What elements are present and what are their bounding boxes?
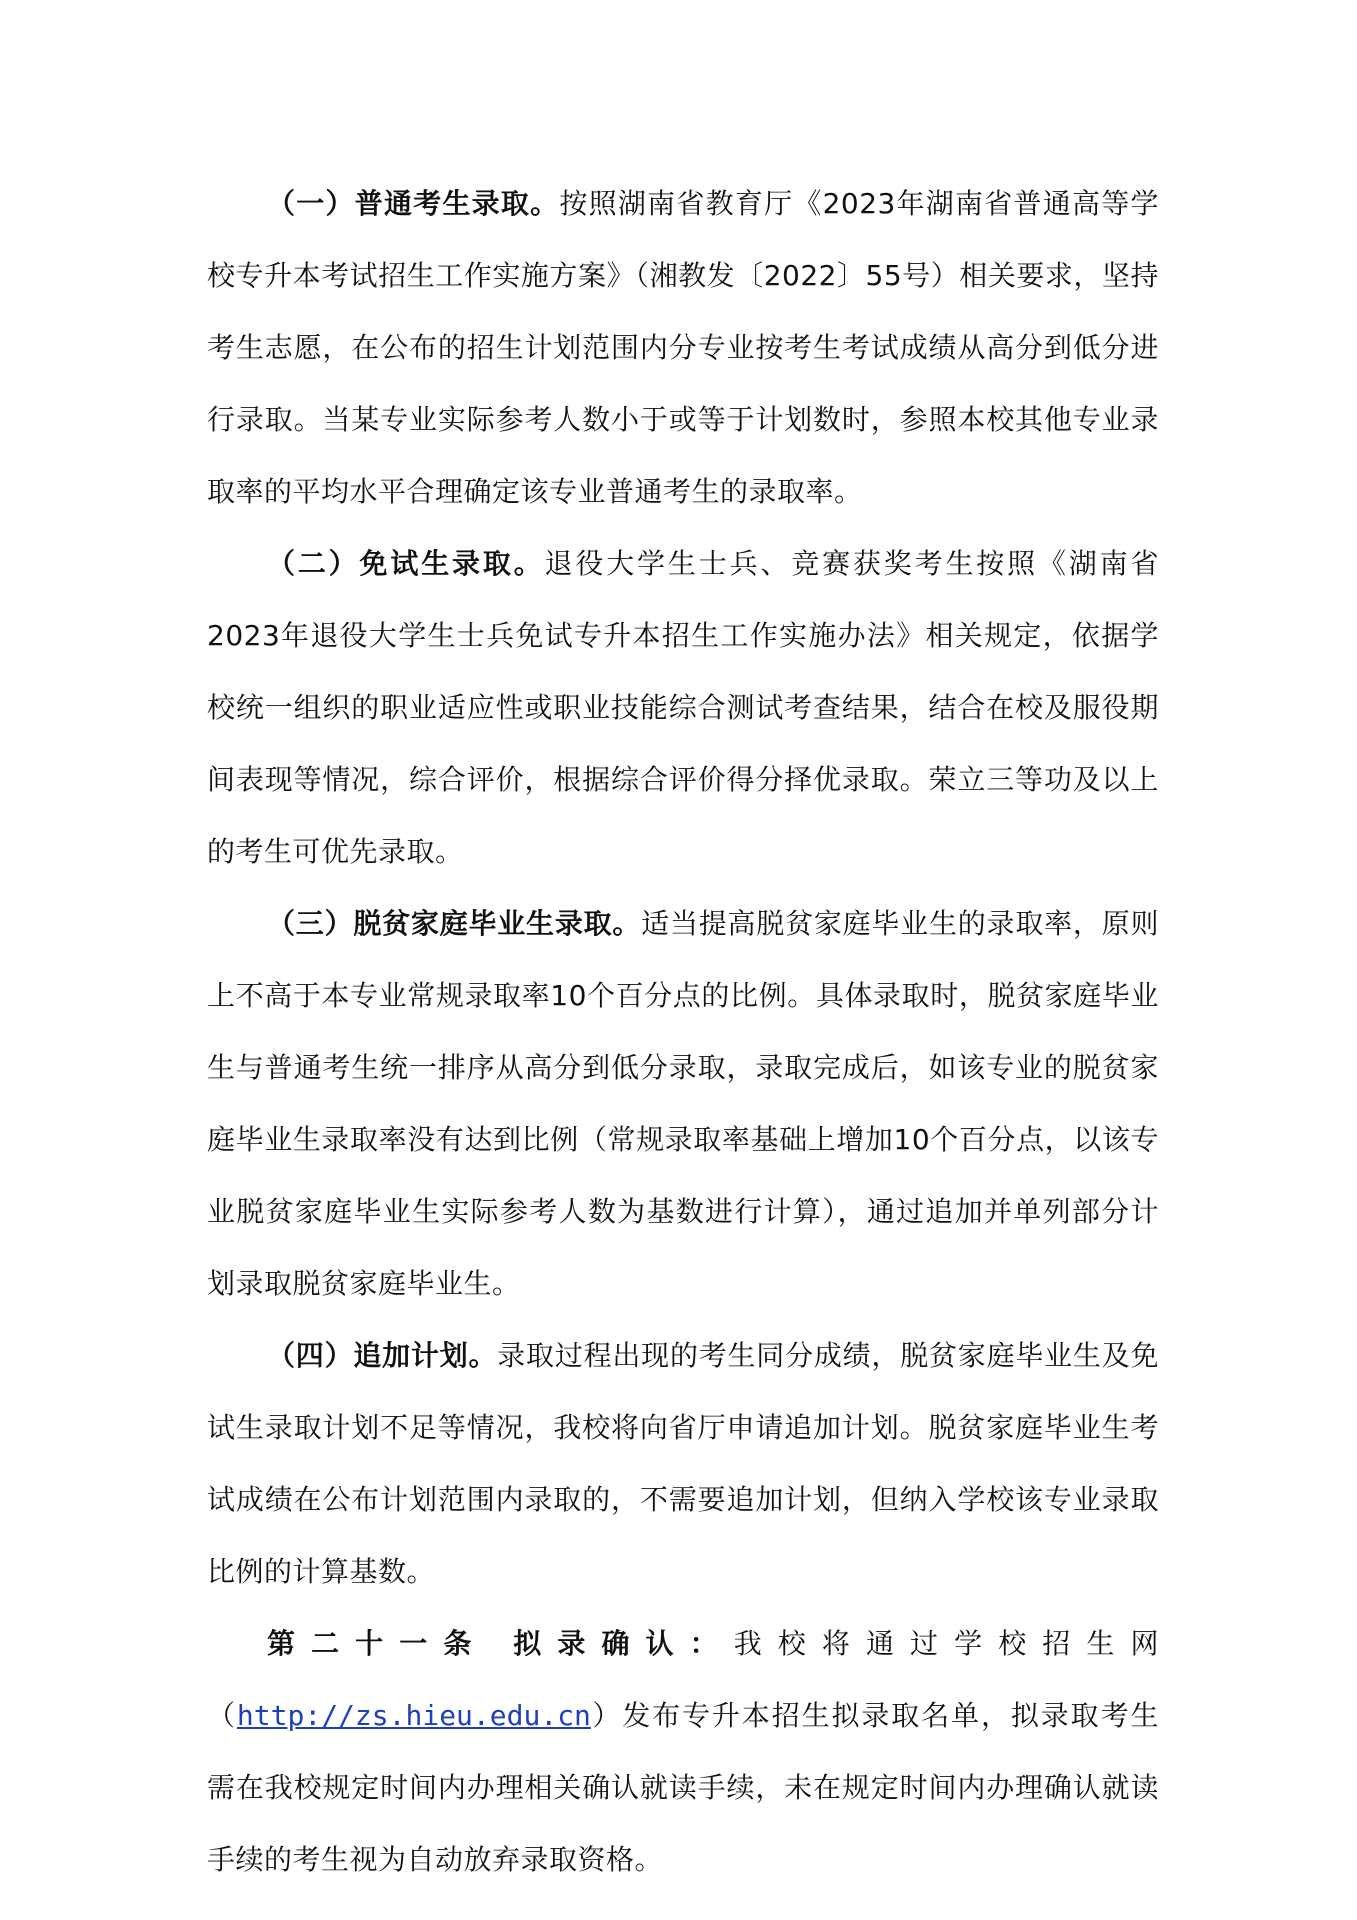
paragraph-title: （四）追加计划。 <box>267 1339 498 1372</box>
paragraph-exempt-admission <box>207 528 1159 888</box>
paragraph-text: 录取过程出现的考生同分成绩，脱贫家庭毕业生及免试生录取计划不足等情况，我校将向省厅申请追加计划。脱贫家庭毕业生考试成绩在公布计划范围内录取的，不需要追加计划，但纳入学校该专业录取比例的计算基数。 <box>207 1339 1159 1588</box>
paragraph-text: 退役大学生士兵、竞赛获奖考生按照《湖南省2023年退役大学生士兵免试专升本招生工作实施办法》相关规定，依据学校统一组织的职业适应性或职业技能综合测试考查结果，结合在校及服役期间表现等情况，综合评价，根据综合评价得分择优录取。荣立三等功及以上的考生可优先录取。 <box>207 547 1159 868</box>
paragraph-additional-plan <box>207 1320 1159 1608</box>
paragraph-title: （一）普通考生录取。 <box>267 187 560 220</box>
paragraph-text: 按照湖南省教育厅《2023年湖南省普通高等学校专升本考试招生工作实施方案》（湘教发〔2022〕55号）相关要求，坚持考生志愿，在公布的招生计划范围内分专业按考生考试成绩从高分到低分进行录取。当某专业实际参考人数小于或等于计划数时，参照本校其他专业录取率的平均水平合理确定该专业普通考生的录取率。 <box>207 187 1159 508</box>
document-body <box>207 168 1159 1896</box>
paragraph-regular-admission <box>207 168 1159 528</box>
article-title: 第二十一条 拟录确认： <box>267 1627 734 1660</box>
paragraph-poverty-graduate-admission <box>207 888 1159 1320</box>
article-text-before-link: 我校将通过学校招生网（ <box>207 1627 1159 1732</box>
paragraph-title: （二）免试生录取。 <box>267 547 545 580</box>
paragraph-article-21 <box>207 1608 1159 1896</box>
article-text-after-link: ）发布专升本招生拟录取名单，拟录取考生需在我校规定时间内办理相关确认就读手续，未在规定时间内办理确认就读手续的考生视为自动放弃录取资格。 <box>207 1699 1159 1876</box>
admissions-website-link[interactable]: http://zs.hieu.edu.cn <box>236 1699 591 1732</box>
paragraph-text: 适当提高脱贫家庭毕业生的录取率，原则上不高于本专业常规录取率10个百分点的比例。具体录取时，脱贫家庭毕业生与普通考生统一排序从高分到低分录取，录取完成后，如该专业的脱贫家庭毕业生录取率没有达到比例（常规录取率基础上增加10个百分点，以该专业脱贫家庭毕业生实际参考人数为基数进行计算），通过追加并单列部分计划录取脱贫家庭毕业生。 <box>207 907 1159 1300</box>
paragraph-title: （三）脱贫家庭毕业生录取。 <box>267 907 642 940</box>
